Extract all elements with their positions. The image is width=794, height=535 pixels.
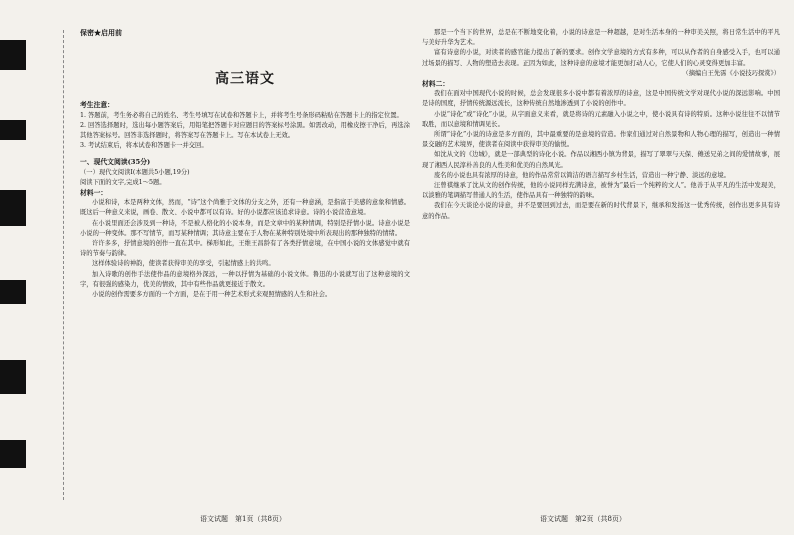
paragraph: 富有诗意的小说，对读者的感官能力提出了新的要求。创作文学意境的方式有多种，可以从作者的自身感受入手，也可以通过场景的描写、人物的塑造去表现。正因为如此，这种诗意的意境才能更加打动人心，它使人们的心灵变得更加丰富。: [422, 49, 780, 67]
binding-strip: [0, 0, 26, 535]
page-title: 高三语文: [215, 71, 275, 88]
secret-mark: 保密★启用前: [80, 28, 122, 37]
page-footer: 语文试题 第2页（共8页）: [540, 515, 626, 523]
paragraph: 如沈从文的《边城》，就是一部典型的诗化小说。作品以湘西小镇为背景，描写了翠翠与天保、傩送兄弟之间的爱情故事，展现了湘西人民淳朴善良的人性美和优美的自然风光。: [422, 151, 780, 169]
notice-heading: 考生注意：: [80, 101, 114, 110]
notice-item: 3. 考试结束后，将本试卷和答题卡一并交回。: [80, 142, 208, 150]
paragraph: 我们在今天谈论小说的诗意，并不是要回到过去，而是要在新的时代背景下，继承和发扬这一优秀传统，创作出更多具有诗意的作品。: [422, 202, 780, 220]
paragraph: 那是一个当下的世界，总是在不断地变化着，小说的诗意是一种超越，是对生活本身的一种审美关照，将日常生活中的平凡与美好升华为艺术。: [422, 29, 780, 47]
right-page: [422, 28, 780, 222]
paragraph: 许许多多，抒情意境的创作一直在其中。梯形如此，王维王昌龄有了各类抒情意境，在中国小说的文体感觉中就有诗的节奏与韵律。: [80, 240, 410, 258]
binding-dashed-line: [63, 30, 65, 500]
paragraph: 小说的创作需要多方面的一个方面，是在于用一种艺术形式来观照情感的人生和社会。: [92, 291, 332, 299]
paragraph: 小说“诗化”或“诗化”小说，从字面意义来看，就是将诗的元素融入小说之中，使小说具有诗的特质。这种小说往往不以情节取胜，而以意境和情调见长。: [422, 110, 780, 128]
paragraph: 汪曾祺继承了沈从文的创作传统，他的小说同样充满诗意，被誉为“最后一个纯粹的文人”。他善于从平凡的生活中发现美，以淡雅的笔调描写普通人的生活，使作品具有一种独特的韵味。: [422, 182, 780, 200]
paragraph: 在小说里面还会涉及到一种诗，不是被人格化的小说本身，而是文章中的某种情调，特别是抒情小说。诗意小说是小说的一种变体。那不写情节，而写某种情调；其诗意主要在于人物在某种特别处境中所表现出的那种独特的情绪。: [80, 219, 410, 237]
paragraph: 我们在面对中国现代小说的时候，总会发现很多小说中都有着浓厚的诗意，这是中国传统文学对现代小说的深远影响。中国是诗的国度，抒情传统源远流长，这种传统自然地渗透到了小说的创作中。: [422, 90, 780, 108]
notice-item: 1. 答题前，考生务必将自己的姓名、考生号填写在试卷和答题卡上，并将考生号条形码粘贴在答题卡上的指定位置。: [80, 111, 403, 119]
instruction: 阅读下面的文字,完成1～5题。: [80, 178, 166, 186]
page-footer: 语文试题 第1页（共8页）: [200, 515, 286, 523]
paragraph: 小说和诗，本是两种文体，然而，“诗”这个尚雅于文体的分支之外，还有一种意涵，是指富于美感的意象和情感。既这后一种意义来说，画卷、散文、小说中都可以有诗。好的小说都应该追求诗意。诗的小说营造意境。: [80, 199, 410, 217]
left-page: [80, 28, 410, 300]
material-label: 材料一：: [80, 189, 108, 198]
paragraph: 废名的小说也具有浓厚的诗意，他的作品常常以简洁的语言描写乡村生活，营造出一种宁静、淡远的意境。: [434, 171, 730, 179]
source-citation: （摘编自王先霈《小说技巧探赏》）: [682, 69, 780, 77]
paragraph: 这样体验诗的神韵，使读者获得审美的享受，引起情感上的共鸣。: [92, 260, 275, 268]
paragraph: 所谓“诗化”小说的诗意是多方面的，其中最重要的是意境的营造。作家们通过对自然景物和人物心理的描写，创造出一种情景交融的艺术境界，使读者在阅读中获得审美的愉悦。: [422, 131, 780, 149]
material-label: 材料二：: [422, 80, 450, 89]
section-heading: 一、现代文阅读(35分): [80, 158, 151, 167]
notice-item: 2. 回答选择题时，选出每小题答案后，用铅笔把答题卡对应题目的答案标号涂黑。如需改动，用橡皮擦干净后，再选涂其他答案标号。回答非选择题时，将答案写在答题卡上。写在本试卷上无效。: [80, 121, 410, 140]
paragraph: 加入诗歌的创作手法使作品的意境格外深远，一种以抒情为基础的小说文体。鲁迅的小说就写出了这种意境的文字，有很强的感染力，优美的情致，其中有些作品就更接近于散文。: [80, 270, 410, 288]
subsection: （一）现代文阅读Ⅰ(本题共5小题,19分): [80, 168, 190, 176]
